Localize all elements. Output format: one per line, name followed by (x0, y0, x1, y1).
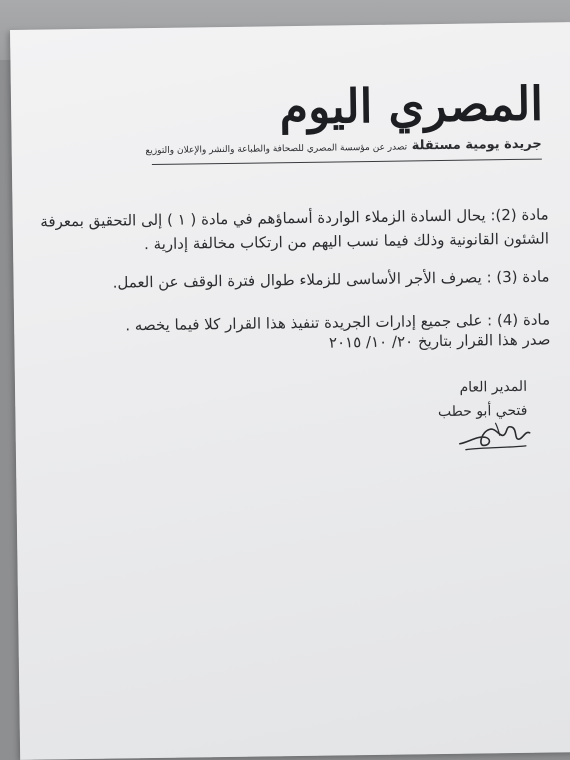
article-3-text: مادة (3) : يصرف الأجر الأساسى للزملاء طوال فترة الوقف عن العمل. (112, 267, 550, 292)
article-2-text: مادة (2): يحال السادة الزملاء الواردة أسماؤهم في مادة ( ١ ) إلى التحقيق بمعرفة الشئون القانونية وذلك فيما نسب اليهم من ارتكاب مخالفة إدارية . (40, 205, 550, 254)
tagline-main: جريدة يومية مستقلة (411, 136, 542, 154)
signatory-name: فتحي أبو حطب (437, 402, 528, 421)
article-4-text: مادة (4) : على جميع إدارات الجريدة تنفيذ هذا القرار كلا فيما يخصه . (125, 310, 551, 335)
document-page (10, 22, 570, 760)
newspaper-tagline (22, 137, 542, 159)
signatory-role: المدير العام (459, 378, 528, 396)
handwritten-signature (455, 415, 536, 456)
tagline-publisher: تصدر عن مؤسسة المصري للصحافة والطباعة والنشر والإعلان والتوزيع (145, 142, 408, 157)
issue-date-line: صدر هذا القرار بتاريخ ٢٠/ ١٠/ ٢٠١٥ (328, 330, 551, 352)
masthead-divider (152, 159, 542, 165)
newspaper-logo-title: المصري اليوم (279, 76, 544, 135)
